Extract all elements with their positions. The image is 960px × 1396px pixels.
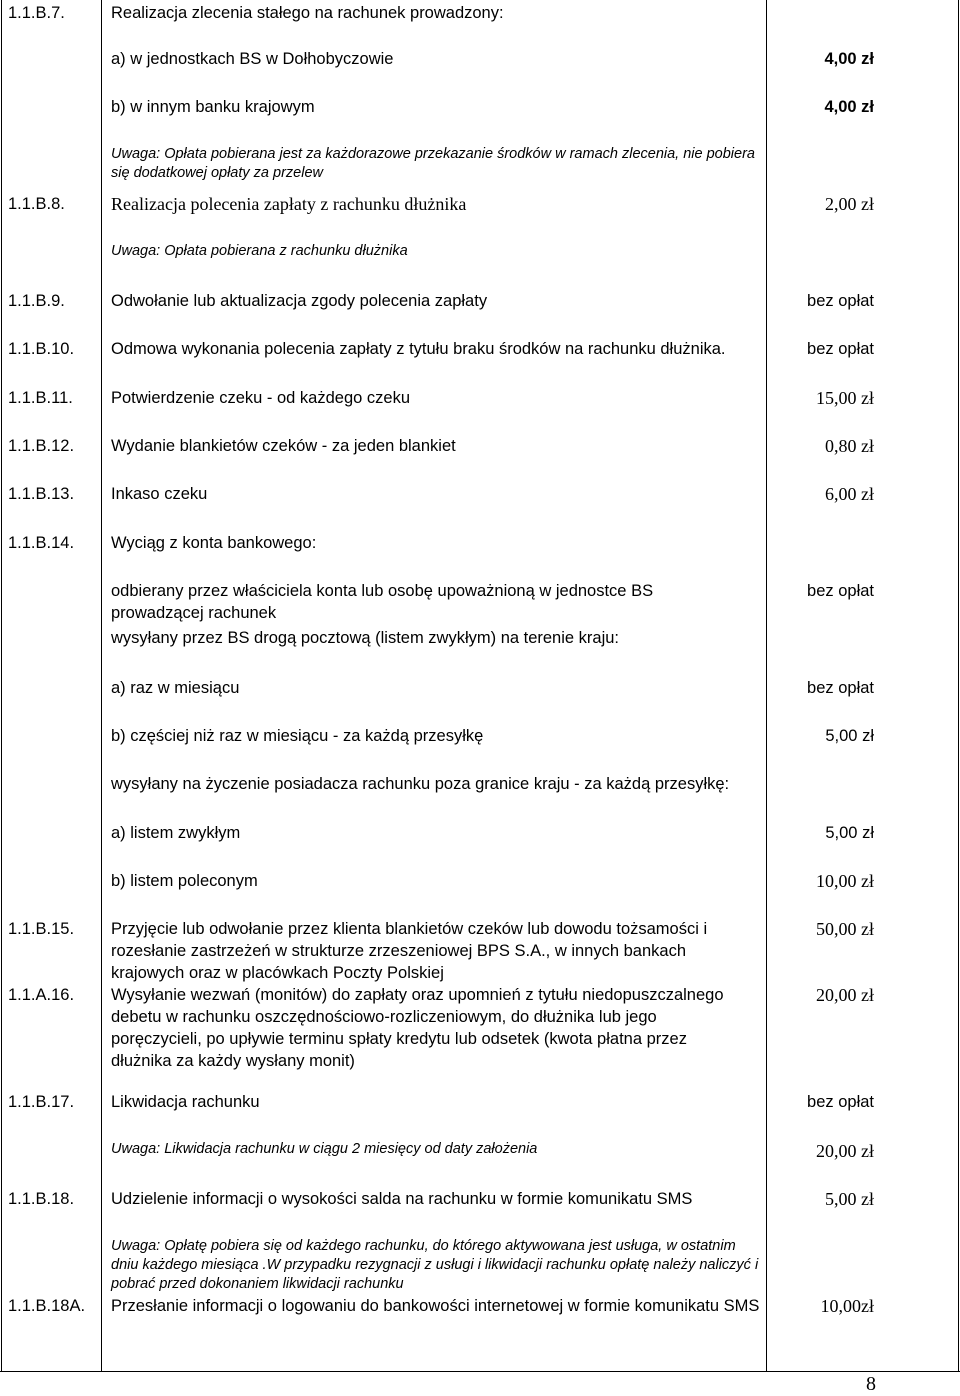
row-note: Uwaga: Opłata pobierana z rachunku dłużnika — [111, 243, 408, 259]
row-description: Potwierdzenie czeku - od każdego czeku — [111, 389, 410, 407]
column-border-right — [958, 0, 959, 1372]
table-bottom-border — [0, 1371, 960, 1372]
row-description: Przyjęcie lub odwołanie przez klienta blankietów czeków lub dowodu tożsamości i rozesłanie zastrzeżeń w strukturze zrzeszeniowej BPS S.A., w innych bankach krajowych oraz w placówkach Poczty Polskiej — [111, 920, 708, 982]
row-amount: 10,00zł — [820, 1296, 874, 1316]
row-number: 1.1.B.7. — [8, 4, 65, 22]
row-description: Realizacja zlecenia stałego na rachunek prowadzony: — [111, 4, 504, 22]
row-description: a) raz w miesiącu — [111, 679, 240, 697]
row-amount: 0,80 zł — [825, 436, 874, 456]
row-description: b) częściej niż raz w miesiącu - za każdą przesyłkę — [111, 727, 484, 745]
column-border-number — [101, 0, 102, 1372]
row-number: 1.1.B.11. — [8, 389, 73, 407]
row-amount: 5,00 zł — [825, 824, 874, 842]
row-description: Wydanie blankietów czeków - za jeden blankiet — [111, 437, 456, 455]
row-description: Wyciąg z konta bankowego: — [111, 534, 317, 552]
row-description: a) w jednostkach BS w Dołhobyczowie — [111, 50, 394, 68]
row-description: wysyłany na życzenie posiadacza rachunku poza granice kraju - za każdą przesyłkę: — [111, 775, 730, 793]
row-amount: 4,00 zł — [824, 50, 874, 68]
row-description: a) listem zwykłym — [111, 824, 241, 842]
row-number: 1.1.B.8. — [8, 195, 65, 213]
row-number: 1.1.B.18. — [8, 1190, 75, 1208]
column-border-description — [766, 0, 767, 1372]
row-amount: bez opłat — [807, 679, 874, 697]
row-number: 1.1.B.15. — [8, 920, 75, 938]
row-number: 1.1.B.12. — [8, 437, 75, 455]
row-amount: 4,00 zł — [824, 98, 874, 116]
row-description: Przesłanie informacji o logowaniu do bankowości internetowej w formie komunikatu SMS — [111, 1297, 760, 1315]
row-number: 1.1.B.17. — [8, 1093, 75, 1111]
row-description: Inkaso czeku — [111, 485, 208, 503]
row-amount: 20,00 zł — [816, 1141, 874, 1161]
row-amount: 5,00 zł — [825, 727, 874, 745]
row-amount: bez opłat — [807, 1093, 874, 1111]
page-number: 8 — [866, 1373, 876, 1395]
row-number: 1.1.B.14. — [8, 534, 75, 552]
row-description: wysyłany przez BS drogą pocztową (listem zwykłym) na terenie kraju: — [111, 629, 620, 647]
row-note: Uwaga: Opłata pobierana jest za każdorazowe przekazanie środków w ramach zlecenia, nie pobiera się dodatkowej opłaty za przelew — [111, 146, 755, 181]
column-border-left — [1, 0, 2, 1372]
row-amount: 50,00 zł — [816, 919, 874, 939]
row-amount: 5,00 zł — [825, 1189, 874, 1209]
row-description: b) listem poleconym — [111, 872, 258, 890]
row-note: Uwaga: Opłatę pobiera się od każdego rachunku, do którego aktywowana jest usługa, w ostatnim dniu każdego miesiąca .W przypadku rezygnacji z usługi i likwidacji rachunku opłatę należy naliczyć i pobrać przed dokonaniem likwidacji rachunku — [111, 1238, 759, 1292]
row-description: Udzielenie informacji o wysokości salda na rachunku w formie komunikatu SMS — [111, 1190, 693, 1208]
row-description: Realizacja polecenia zapłaty z rachunku dłużnika — [111, 194, 467, 214]
row-amount: 10,00 zł — [816, 871, 874, 891]
row-description: Odwołanie lub aktualizacja zgody polecenia zapłaty — [111, 292, 488, 310]
row-amount: 6,00 zł — [825, 484, 874, 504]
row-number: 1.1.B.13. — [8, 485, 75, 503]
row-number: 1.1.A.16. — [8, 986, 75, 1004]
row-amount: 15,00 zł — [816, 388, 874, 408]
row-amount: 2,00 zł — [825, 194, 874, 214]
row-description: Odmowa wykonania polecenia zapłaty z tytułu braku środków na rachunku dłużnika. — [111, 340, 726, 358]
row-description: odbierany przez właściciela konta lub osobę upoważnioną w jednostce BS prowadzącej rachunek — [111, 582, 654, 622]
row-number: 1.1.B.18A. — [8, 1297, 86, 1315]
row-number: 1.1.B.9. — [8, 292, 65, 310]
row-number: 1.1.B.10. — [8, 340, 75, 358]
row-amount: bez opłat — [807, 340, 874, 358]
row-note: Uwaga: Likwidacja rachunku w ciągu 2 miesięcy od daty założenia — [111, 1141, 538, 1157]
row-amount: 20,00 zł — [816, 985, 874, 1005]
row-amount: bez opłat — [807, 292, 874, 310]
row-description: Likwidacja rachunku — [111, 1093, 260, 1111]
row-amount: bez opłat — [807, 582, 874, 600]
row-description: Wysyłanie wezwań (monitów) do zapłaty oraz upomnień z tytułu niedopuszczalnego debetu w rachunku oszczędnościowo-rozliczeniowym, do dłużnika lub jego poręczycieli, po upływie terminu spłaty kredytu lub odsetek (kwota płatna przez dłużnika za każdy wysłany monit) — [111, 986, 724, 1070]
row-description: b) w innym banku krajowym — [111, 98, 315, 116]
